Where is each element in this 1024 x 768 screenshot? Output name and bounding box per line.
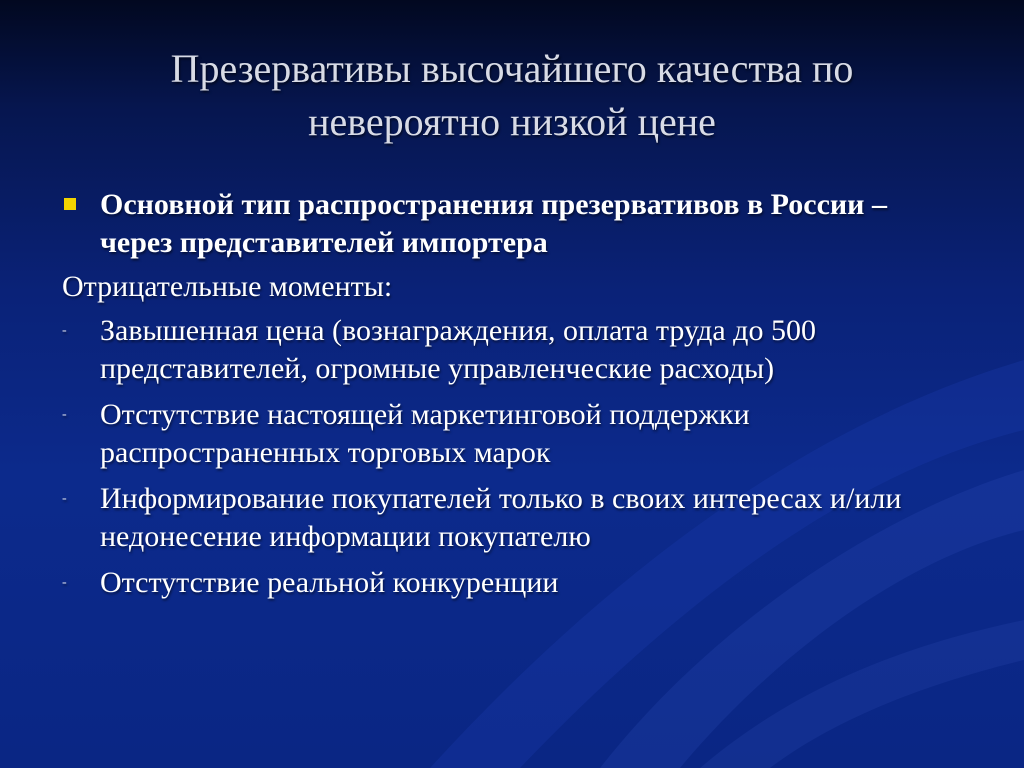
main-point-text: Основной тип распространения презервативов в России – через представителей импортера [100, 188, 887, 259]
list-item [60, 312, 960, 388]
dash-bullet-icon: - [62, 323, 67, 338]
dash-bullet-icon: - [62, 575, 67, 590]
subheading: Отрицательные моменты: [62, 270, 393, 303]
square-bullet-icon [64, 198, 76, 210]
list-item [60, 564, 960, 602]
dash-bullet-icon: - [62, 407, 67, 422]
list-item-text: Информирование покупателей только в своих интересах и/или недонесение информации покупателю [100, 482, 902, 553]
main-bullet-item [60, 186, 960, 262]
list-item-text: Завышенная цена (вознаграждения, оплата труда до 500 представителей, огромные управленческие расходы) [100, 314, 816, 385]
list-item-text: Отстутствие настоящей маркетинговой поддержки распространенных торговых марок [100, 398, 750, 469]
slide-body [60, 186, 960, 610]
slide-title: Презервативы высочайшего качества по невероятно низкой цене [170, 46, 854, 144]
list-item [60, 396, 960, 472]
list-item-text: Отстутствие реальной конкуренции [100, 566, 559, 599]
list-item [60, 480, 960, 556]
dash-bullet-icon: - [62, 491, 67, 506]
